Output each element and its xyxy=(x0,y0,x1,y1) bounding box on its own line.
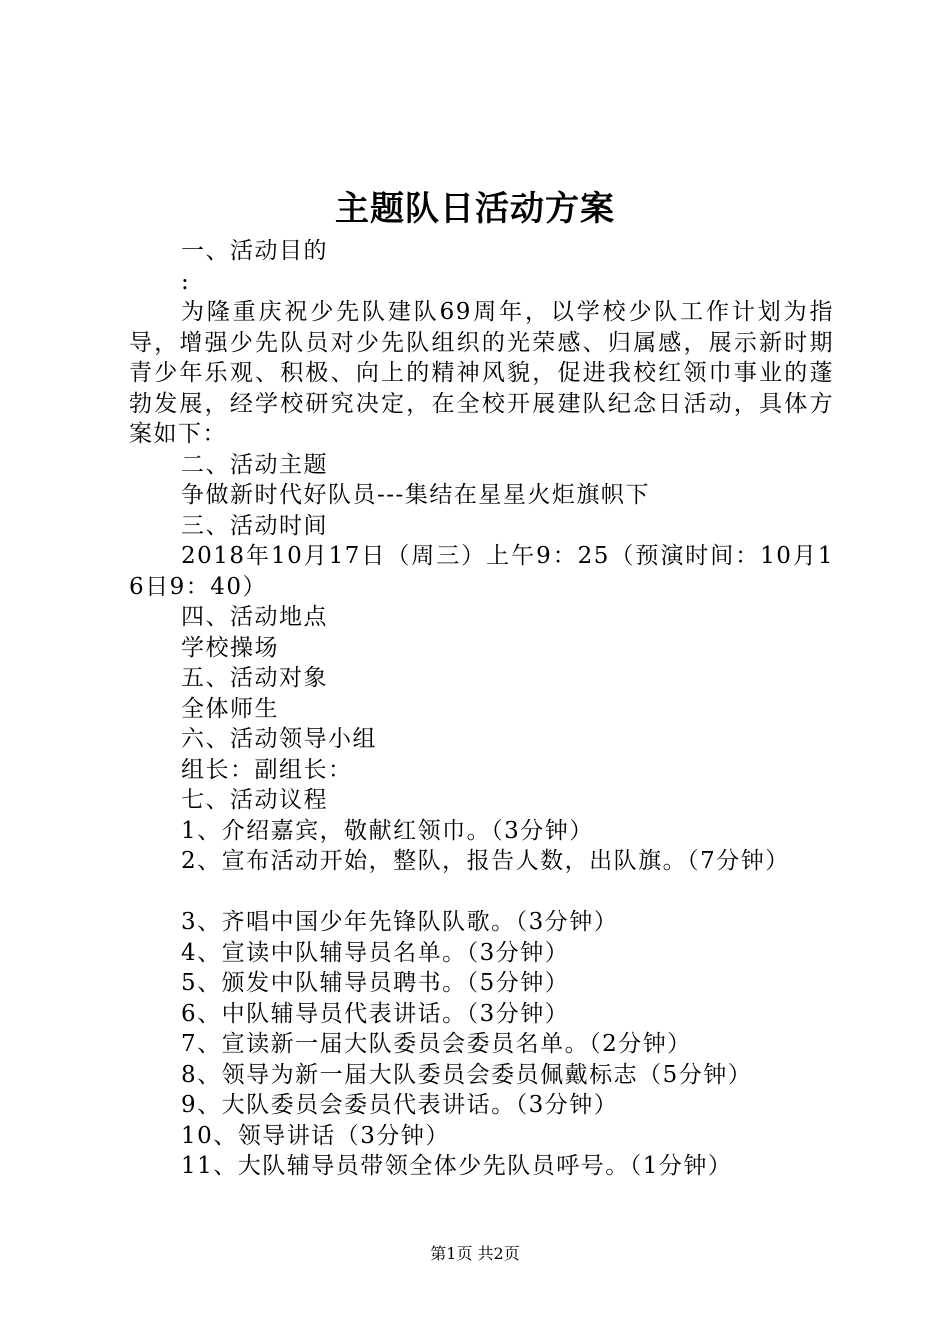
agenda-item: 2、宣布活动开始，整队，报告人数，出队旗。（7分钟） xyxy=(181,848,790,874)
agenda-item: 5、颁发中队辅导员聘书。（5分钟） xyxy=(181,970,570,996)
agenda-item: 7、宣读新一届大队委员会委员名单。（2分钟） xyxy=(181,1031,692,1057)
agenda-item: 4、宣读中队辅导员名单。（3分钟） xyxy=(181,939,570,966)
section-heading-theme: 二、活动主题 xyxy=(181,451,328,478)
page-number-footer: 第1页 共2页 xyxy=(430,1244,520,1263)
section-heading-location: 四、活动地点 xyxy=(181,604,328,630)
section-heading-time: 三、活动时间 xyxy=(181,512,328,539)
section-heading-leadership: 六、活动领导小组 xyxy=(181,726,377,752)
agenda-item: 1、介绍嘉宾，敬献红领巾。（3分钟） xyxy=(181,817,594,844)
section-heading-purpose: 一、活动目的 xyxy=(181,238,328,264)
agenda-item: 10、领导讲话（3分钟） xyxy=(181,1122,450,1149)
blank-line xyxy=(129,877,834,908)
agenda-item: 9、大队委员会委员代表讲话。（3分钟） xyxy=(181,1092,619,1118)
agenda-item: 3、齐唱中国少年先锋队队歌。（3分钟） xyxy=(181,909,619,935)
document-body xyxy=(129,236,834,1182)
purpose-paragraph: 为隆重庆祝少先队建队69周年，以学校少队工作计划为指导，增强少先队员对少先队组织的光荣感、归属感，展示新时期青少年乐观、积极、向上的精神风貌，促进我校红领巾事业的蓬勃发展，经学校研究决定，在全校开展建队纪念日活动，具体方案如下： xyxy=(129,299,834,447)
document-title: 主题队日活动方案 xyxy=(335,189,615,229)
agenda-item: 8、领导为新一届大队委员会委员佩戴标志（5分钟） xyxy=(181,1061,753,1088)
location-text: 学校操场 xyxy=(181,634,279,661)
theme-text: 争做新时代好队员---集结在星星火炬旗帜下 xyxy=(181,482,650,508)
agenda-item: 6、中队辅导员代表讲话。（3分钟） xyxy=(181,1000,570,1027)
section-heading-agenda: 七、活动议程 xyxy=(181,787,328,813)
section-heading-audience: 五、活动对象 xyxy=(181,665,328,691)
time-text: 2018年10月17日（周三）上午9：25（预演时间：10月16日9：40） xyxy=(129,543,834,600)
agenda-item: 11、大队辅导员带领全体少先队员呼号。（1分钟） xyxy=(181,1153,733,1179)
leadership-text: 组长：副组长： xyxy=(181,756,353,783)
audience-text: 全体师生 xyxy=(181,695,279,722)
purpose-colon: : xyxy=(181,268,191,295)
